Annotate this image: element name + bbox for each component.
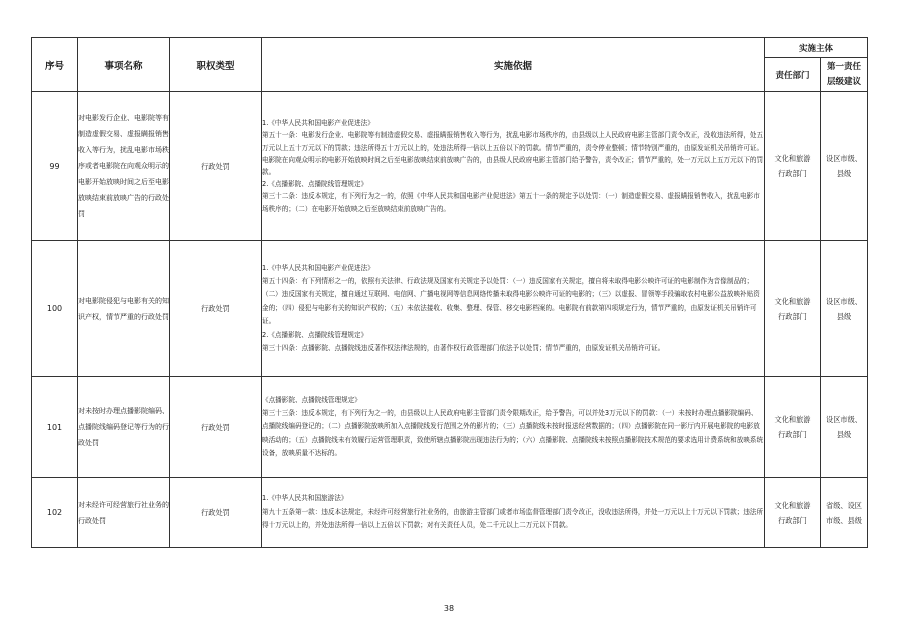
row-number: 101 <box>32 377 78 478</box>
item-name: 对未按时办理点播影院编码、点播院线编码登记等行为的行政处罚 <box>78 377 170 478</box>
responsibility-level: 设区市级、县级 <box>821 241 868 377</box>
authority-type: 行政处罚 <box>170 478 262 548</box>
table-row <box>32 241 868 377</box>
table-row <box>32 377 868 478</box>
basis-line: 2.《点播影院、点播院线管理规定》 <box>262 330 368 339</box>
row-number: 100 <box>32 241 78 377</box>
authority-table <box>31 37 868 548</box>
basis-line: 1.《中华人民共和国电影产业促进法》 <box>262 263 374 272</box>
header-subject: 实施主体 <box>765 38 868 58</box>
basis-line: 第三十三条：违反本规定，有下列行为之一的，由县级以上人民政府电影主管部门责令限期改正，给予警告，可以并处3万元以下的罚款：（一）未按时办理点播影院编码、点播院线编码登记的；（二）点播影院放映所加入点播院线发行范围之外的影片的；（三）点播院线未按时报送经营数据的；（四）点播影院在同一影厅内开展电影院的电影放映活动的；（五）点播院线未有效履行运营管理职责，致使所辖点播影院出现违法行为的；（六）点播影院、点播院线未按照点播影院技术规范的要求选用计费系统和放映系统设备，放映质量不达标的。 <box>262 409 764 457</box>
responsible-dept: 文化和旅游行政部门 <box>765 377 821 478</box>
legal-basis <box>262 478 765 548</box>
table-row <box>32 92 868 241</box>
item-name: 对未经许可经营旅行社业务的行政处罚 <box>78 478 170 548</box>
basis-line: 1.《中华人民共和国电影产业促进法》 <box>262 119 374 128</box>
basis-line: 《点播影院、点播院线管理规定》 <box>262 395 361 404</box>
header-type: 职权类型 <box>170 38 262 92</box>
responsibility-level: 省级、设区市级、县级 <box>821 478 868 548</box>
header-level: 第一责任层级建议 <box>821 58 868 92</box>
authority-type: 行政处罚 <box>170 92 262 241</box>
basis-line: 第三十二条：违反本规定，有下列行为之一的，依照《中华人民共和国电影产业促进法》第五十一条的规定予以处罚：（一）制造虚假交易、虚报瞒报销售收入，扰乱电影市场秩序的；（二）在电影开始放映之后至放映结束前放映广告的。 <box>262 192 760 213</box>
row-number: 102 <box>32 478 78 548</box>
legal-basis <box>262 377 765 478</box>
basis-line: 第五十四条：有下列情形之一的，依照有关法律、行政法规及国家有关规定予以处罚：（一）违反国家有关规定，擅自将未取得电影公映许可证的电影制作为音像制品的；（二）违反国家有关规定，擅自通过互联网、电信网、广播电视网等信息网络传播未取得电影公映许可证的电影的；（三）以虚报、冒领等手段骗取农村电影公益放映补贴资金的；（四）侵犯与电影有关的知识产权的；（五）未依法接收、收集、整理、保管、移交电影档案的。电影院有前款第四项规定行为，情节严重的，由原发证机关吊销许可证。 <box>262 276 760 326</box>
authority-type: 行政处罚 <box>170 241 262 377</box>
basis-line: 第三十四条：点播影院、点播院线违反著作权法律法规的，由著作权行政管理部门依法予以处罚；情节严重的，由原发证机关吊销许可证。 <box>262 344 665 353</box>
header-basis: 实施依据 <box>262 38 765 92</box>
basis-line: 电影院在向观众明示的电影开始放映时间之后至电影放映结束前放映广告的，由县级人民政府电影主管部门给予警告，责令改正；情节严重的，处一万元以上五万元以下的罚款。 <box>262 155 764 176</box>
legal-basis <box>262 241 765 377</box>
responsibility-level: 设区市级、县级 <box>821 377 868 478</box>
legal-basis <box>262 92 765 241</box>
responsibility-level: 设区市级、县级 <box>821 92 868 241</box>
header-name: 事项名称 <box>78 38 170 92</box>
page-number: 38 <box>443 604 455 613</box>
basis-line: 第五十一条：电影发行企业、电影院等有制造虚假交易、虚报瞒报销售收入等行为，扰乱电影市场秩序的，由县级以上人民政府电影主管部门责令改正，没收违法所得，处五万元以上五十万元以下的罚款；违法所得五十万元以上的，处违法所得一倍以上五倍以下的罚款。情节严重的，责令停业整顿；情节特别严重的，由原发证机关吊销许可证。 <box>262 131 764 152</box>
item-name: 对电影发行企业、电影院等有制造虚假交易、虚报瞒报销售收入等行为，扰乱电影市场秩序或者电影院在向观众明示的电影开始放映时间之后至电影放映结束前放映广告的行政处罚 <box>78 92 170 241</box>
header-no: 序号 <box>32 38 78 92</box>
basis-line: 第九十五条第一款：违反本法规定，未经许可经营旅行社业务的，由旅游主管部门或者市场监督管理部门责令改正，没收违法所得，并处一万元以上十万元以下罚款；违法所得十万元以上的，并处违法所得一倍以上五倍以下罚款；对有关责任人员，处二千元以上二万元以下罚款。 <box>262 507 764 530</box>
basis-line: 1.《中华人民共和国旅游法》 <box>262 494 348 503</box>
responsible-dept: 文化和旅游行政部门 <box>765 92 821 241</box>
header-dept: 责任部门 <box>765 58 821 92</box>
responsible-dept: 文化和旅游行政部门 <box>765 241 821 377</box>
responsible-dept: 文化和旅游行政部门 <box>765 478 821 548</box>
item-name: 对电影院侵犯与电影有关的知识产权，情节严重的行政处罚 <box>78 241 170 377</box>
row-number: 99 <box>32 92 78 241</box>
authority-type: 行政处罚 <box>170 377 262 478</box>
table-row <box>32 478 868 548</box>
basis-line: 2.《点播影院、点播院线管理规定》 <box>262 180 368 189</box>
